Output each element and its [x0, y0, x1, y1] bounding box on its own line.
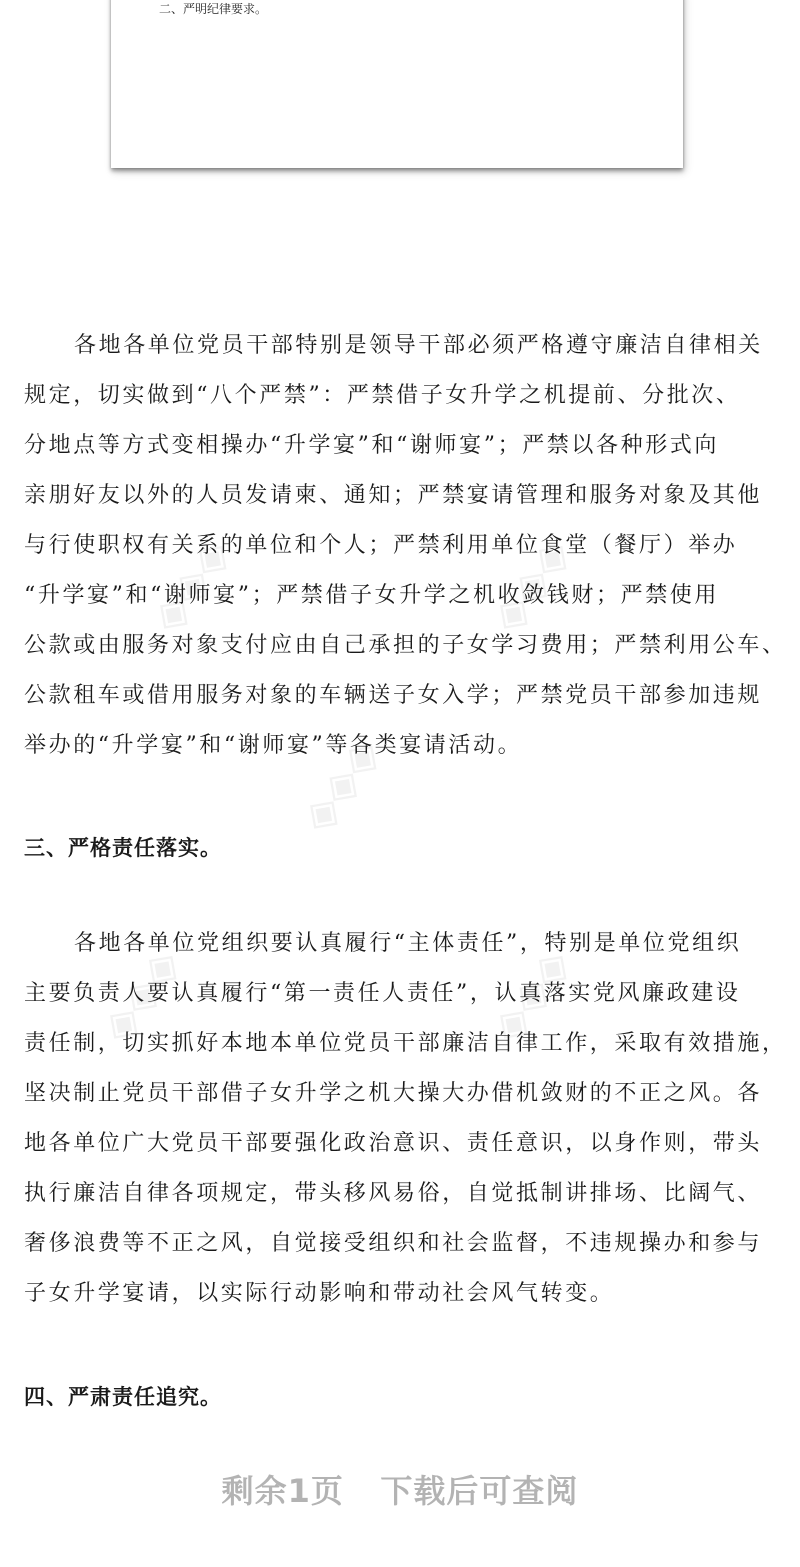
paragraph-line: 规定，切实做到“八个严禁”：严禁借子女升学之机提前、分批次、	[24, 383, 741, 408]
download-to-read-more-link[interactable]: 剩余1页 下载后可查阅	[221, 1472, 579, 1510]
preview-card-text: 二、严明纪律要求。	[159, 2, 268, 16]
paragraph-line: 公款或由服务对象支付应由自己承担的子女学习费用；严禁利用公车、	[24, 633, 787, 658]
watermark-mark: ◈◈◈	[90, 939, 191, 1052]
watermark-mark: ◈◈◈	[140, 529, 241, 642]
paragraph-line: 责任制，切实抓好本地本单位党员干部廉洁自律工作，采取有效措施，	[24, 1031, 787, 1056]
paragraph-line: 子女升学宴请，以实际行动影响和带动社会风气转变。	[24, 1281, 615, 1306]
paragraph-line: 亲朋好友以外的人员发请柬、通知；严禁宴请管理和服务对象及其他	[24, 483, 763, 508]
paragraph-line: 执行廉洁自律各项规定，带头移风易俗，自觉抵制讲排场、比阔气、	[24, 1181, 763, 1206]
page-preview-card	[111, 0, 683, 168]
paragraph-line: 分地点等方式变相操办“升学宴”和“谢师宴”；严禁以各种形式向	[24, 433, 719, 458]
paragraph-line: 主要负责人要认真履行“第一责任人责任”，认真落实党风廉政建设	[24, 981, 741, 1006]
paragraph-line: 地各单位广大党员干部要强化政治意识、责任意识，以身作则，带头	[24, 1131, 763, 1156]
paragraph-eight-prohibitions	[24, 321, 794, 771]
paragraph-line: “升学宴”和“谢师宴”；严禁借子女升学之机收敛钱财；严禁使用	[24, 583, 719, 608]
watermark-mark: ◈◈◈	[290, 729, 391, 842]
paragraph-line: 各地各单位党组织要认真履行“主体责任”，特别是单位党组织	[74, 931, 742, 956]
paragraph-line: 各地各单位党员干部特别是领导干部必须严格遵守廉洁自律相关	[74, 333, 763, 358]
paragraph-line: 坚决制止党员干部借子女升学之机大操大办借机敛财的不正之风。各	[24, 1081, 763, 1106]
watermark-mark: ◈◈◈	[480, 529, 581, 642]
paragraph-line: 举办的“升学宴”和“谢师宴”等各类宴请活动。	[24, 733, 523, 758]
paragraph-responsibility	[24, 919, 794, 1319]
watermark-mark: ◈◈◈	[480, 939, 581, 1052]
section-heading-3: 三、严格责任落实。	[24, 836, 222, 860]
paragraph-line: 奢侈浪费等不正之风，自觉接受组织和社会监督，不违规操办和参与	[24, 1231, 763, 1256]
paragraph-line: 与行使职权有关系的单位和个人；严禁利用单位食堂（餐厅）举办	[24, 533, 738, 558]
paragraph-line: 公款租车或借用服务对象的车辆送子女入学；严禁党员干部参加违规	[24, 683, 763, 708]
section-heading-4: 四、严肃责任追究。	[24, 1385, 222, 1409]
